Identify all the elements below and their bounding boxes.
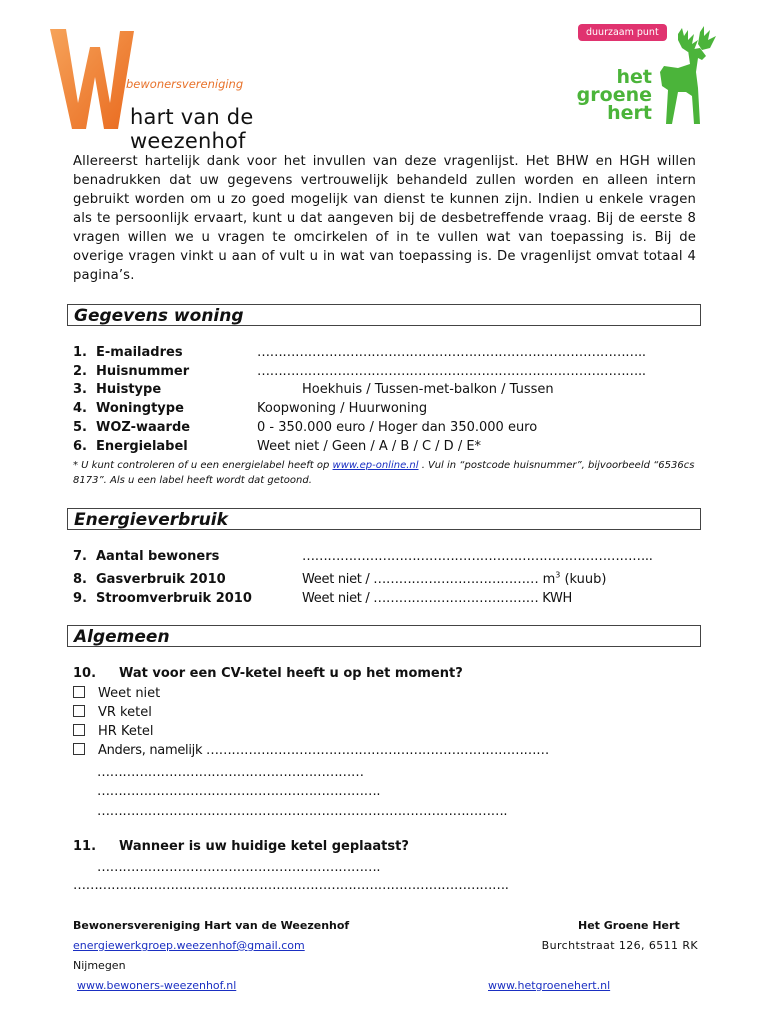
email-field[interactable]: ………………………………………………………………………………..	[257, 345, 646, 360]
unit-superscript: 3	[555, 570, 561, 580]
checkbox[interactable]	[73, 705, 85, 717]
option-row[interactable]	[73, 722, 154, 742]
checkbox[interactable]	[73, 743, 85, 755]
question-row	[73, 344, 693, 363]
footnote-text-after: . Vul in “postcode huisnummer”, bijvoorbeeld “6536cs 8173”. Als u een label heeft wordt dat getoond.	[73, 460, 695, 486]
q-num: 6.	[73, 438, 87, 454]
footnote-text: * U kunt controleren of u een energielabel heeft op	[73, 460, 333, 471]
option-row[interactable]	[73, 703, 152, 723]
q-label: Huisnummer	[96, 363, 190, 379]
unit: m	[542, 572, 556, 588]
q-num: 8.	[73, 572, 87, 588]
other-option-field[interactable]: Anders, namelijk ………………………………………………………………………	[98, 743, 549, 758]
option-label: HR Ketel	[98, 724, 154, 739]
answer-line[interactable]: ………………………………………………………………………………………….	[73, 878, 509, 893]
q-label: Gasverbruik 2010	[96, 572, 226, 588]
section-energieverbruik: Energieverbruik	[67, 508, 701, 530]
question-row	[73, 419, 693, 438]
groene-hert-wordmark	[574, 68, 652, 122]
energie-questions	[73, 548, 693, 608]
footer-org-name-right: Het Groene Hert	[578, 919, 680, 932]
q-label: Woningtype	[96, 401, 184, 417]
section-gegevens-woning: Gegevens woning	[67, 304, 701, 326]
gas-usage-input[interactable]: Weet niet / …………………………………	[302, 572, 539, 588]
groene-hert-logo	[574, 22, 724, 132]
q-num: 5.	[73, 419, 87, 435]
q-label: E-mailadres	[96, 345, 183, 360]
answer-line[interactable]: ………………………………………………………	[97, 765, 364, 780]
checkbox[interactable]	[73, 724, 85, 736]
question-row	[73, 438, 693, 457]
house-number-field[interactable]: ………………………………………………………………………………..	[257, 363, 646, 379]
checkbox[interactable]	[73, 686, 85, 698]
footer-address: Burchtstraat 126, 6511 RK	[541, 939, 698, 952]
q-label: Energielabel	[96, 438, 188, 454]
q-num: 4.	[73, 401, 87, 417]
logo-subtitle: bewonersvereniging	[126, 77, 244, 91]
q-label: Aantal bewoners	[96, 549, 220, 564]
energy-label-options[interactable]: Weet niet / Geen / A / B / C / D / E*	[257, 438, 482, 454]
question-row	[73, 400, 693, 419]
q-num: 1.	[73, 345, 87, 360]
house-type-options[interactable]: Hoekhuis / Tussen-met-balkon / Tussen	[302, 382, 554, 398]
question-row	[73, 363, 693, 382]
footer-right	[488, 916, 698, 996]
q-num: 2.	[73, 363, 87, 379]
question-10	[73, 665, 463, 684]
q-label: WOZ-waarde	[96, 419, 191, 435]
deer-icon	[648, 26, 720, 128]
q-num: 10.	[73, 666, 97, 681]
option-label: VR ketel	[98, 705, 152, 720]
wordmark-line-3: hert	[607, 102, 652, 124]
footer-left	[73, 916, 403, 996]
footer-email-link[interactable]: energiewerkgroep.weezenhof@gmail.com	[73, 939, 305, 952]
unit-suffix: (kuub)	[560, 572, 607, 588]
option-label: Weet niet	[98, 686, 161, 701]
answer-line[interactable]: ………………………………………………………….	[97, 860, 381, 875]
footer-org-name: Bewonersvereniging Hart van de Weezenhof	[73, 919, 350, 932]
intro-paragraph: Allereerst hartelijk dank voor het invullen van deze vragenlijst. Het BHW en HGH willen benadrukken dat uw gegevens vertrouwelijk behandeld zullen worden en alleen intern gebruikt worden om u zo goed mogelijk van dienst te kunnen zijn. Indien u enkele vragen als te persoonlijk ervaart, kunt u dat aangeven bij de desbetreffende vraag. Bij de eerste 8 vragen willen we u vragen te omcirkelen of in te vullen wat van toepassing is. Bij de overige vragen vinkt u aan of vult u in wat van toepassing is. De vragenlijst omvat totaal 4 pagina’s.	[73, 154, 696, 283]
q-label: Huistype	[96, 382, 162, 398]
energy-label-footnote	[73, 458, 698, 488]
question-row	[73, 567, 693, 590]
wordmark-line-1: het	[616, 66, 652, 88]
footer-city: Nijmegen	[73, 959, 126, 972]
duurzaam-punt-badge: duurzaam punt	[578, 24, 667, 41]
answer-line[interactable]: …………………………………………………………………………………….	[97, 804, 508, 819]
electricity-usage-field[interactable]: Weet niet / ………………………………… KWH	[302, 590, 573, 606]
q-num: 11.	[73, 839, 97, 854]
q-num: 7.	[73, 549, 87, 564]
logo-title: hart van de weezenhof	[130, 105, 254, 153]
section-algemeen: Algemeen	[67, 625, 701, 647]
answer-line[interactable]: ………………………………………………………….	[97, 784, 381, 799]
woning-questions	[73, 344, 693, 456]
option-row[interactable]	[73, 741, 549, 761]
option-row[interactable]	[73, 684, 160, 704]
footer-website-link-right[interactable]: www.hetgroenehert.nl	[488, 979, 611, 992]
question-11	[73, 838, 409, 857]
question-row	[73, 381, 693, 400]
footer-website-link[interactable]: www.bewoners-weezenhof.nl	[77, 979, 237, 992]
question-row	[73, 590, 693, 609]
residents-field[interactable]: ………………………………………………………………………..	[302, 549, 653, 564]
q-text: Wat voor een CV-ketel heeft u op het moment?	[119, 666, 463, 681]
q-num: 3.	[73, 382, 87, 398]
w-logo-icon	[48, 25, 138, 135]
gas-usage-field[interactable]	[302, 572, 606, 587]
bhw-logo	[48, 25, 358, 153]
q-label: Stroomverbruik 2010	[96, 590, 252, 606]
wordmark-line-2: groene	[576, 84, 652, 106]
q-num: 9.	[73, 590, 87, 606]
ep-online-link[interactable]: www.ep-online.nl	[332, 460, 419, 471]
question-row	[73, 548, 693, 567]
dwelling-type-options[interactable]: Koopwoning / Huurwoning	[257, 401, 428, 417]
woz-value-options[interactable]: 0 - 350.000 euro / Hoger dan 350.000 euro	[257, 419, 538, 435]
q-text: Wanneer is uw huidige ketel geplaatst?	[119, 839, 409, 854]
